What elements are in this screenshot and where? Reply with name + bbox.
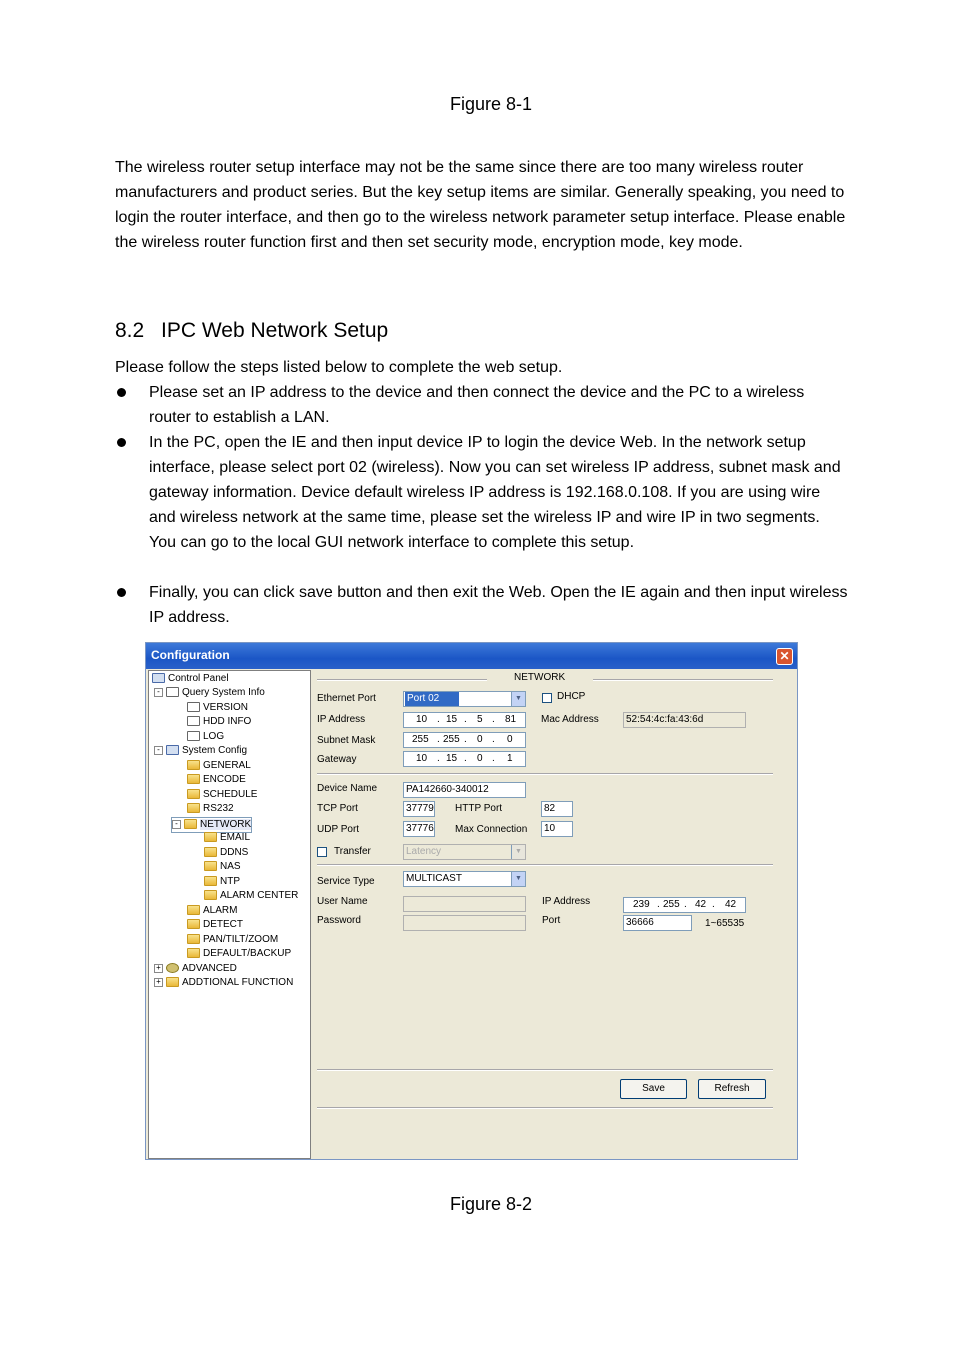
computer-icon [152, 673, 165, 683]
folder-icon [187, 905, 200, 915]
tree-item-default-backup[interactable]: DEFAULT/BACKUP [187, 947, 291, 961]
gateway-label: Gateway [317, 754, 357, 765]
folder-icon [187, 948, 200, 958]
network-heading: NETWORK [514, 672, 566, 683]
tree-item-general[interactable]: GENERAL [187, 759, 251, 773]
folder-icon [166, 977, 179, 987]
tcp-port-label: TCP Port [317, 803, 358, 814]
document-edit-icon [187, 716, 200, 726]
folder-icon [204, 890, 217, 900]
folder-icon [187, 934, 200, 944]
tree-item-pan-tilt-zoom[interactable]: PAN/TILT/ZOOM [187, 933, 278, 947]
refresh-button[interactable]: Refresh [698, 1079, 766, 1099]
tree-item-rs232[interactable]: RS232 [187, 802, 234, 816]
close-button[interactable]: ✕ [776, 648, 793, 665]
subnet-mask-field[interactable]: 255 . 255 . 0 . 0 [403, 732, 526, 748]
transfer-label: Transfer [334, 846, 371, 857]
port-range-text: 1~65535 [705, 918, 745, 929]
document-edit-icon [187, 731, 200, 741]
service-type-select[interactable]: MULTICAST ▼ [403, 871, 526, 887]
subnet-mask-label: Subnet Mask [317, 735, 376, 746]
tree-item-hdd-info[interactable]: HDD INFO [187, 715, 251, 729]
tree-item-detect[interactable]: DETECT [187, 918, 243, 932]
tree-item-ntp[interactable]: NTP [204, 875, 240, 889]
gateway-field[interactable]: 10 . 15 . 0 . 1 [403, 751, 526, 767]
tree-item-ddns[interactable]: DDNS [204, 846, 248, 860]
password-input[interactable] [403, 915, 526, 931]
ip-address-label: IP Address [317, 714, 366, 725]
config-tree [148, 670, 311, 1159]
tcp-port-input[interactable]: 37779 [403, 801, 435, 817]
password-label: Password [317, 915, 361, 926]
tree-item-alarm[interactable]: ALARM [187, 904, 237, 918]
folder-icon [187, 919, 200, 929]
port-label: Port [542, 915, 561, 926]
bullet-text: Please set an IP address to the device and then connect the device and the PC to a wireless router to establish a LAN. [149, 384, 805, 426]
expand-icon[interactable]: + [154, 978, 163, 987]
lead-paragraph: Please follow the steps listed below to complete the web setup. [115, 359, 563, 376]
http-port-label: HTTP Port [455, 803, 503, 814]
figure-caption-bottom: Figure 8-2 [449, 1194, 533, 1214]
tree-item-schedule[interactable]: SCHEDULE [187, 788, 257, 802]
tree-item-version[interactable]: VERSION [187, 701, 248, 715]
max-connection-input[interactable]: 10 [541, 821, 573, 837]
collapse-icon[interactable]: - [154, 746, 163, 755]
collapse-icon[interactable]: - [172, 820, 181, 829]
mac-address-label: Mac Address [541, 714, 599, 725]
multicast-ip-label: IP Address [542, 896, 591, 907]
section-divider [317, 864, 773, 866]
chevron-down-icon: ▼ [511, 845, 525, 859]
user-name-input[interactable] [403, 896, 526, 912]
folder-icon [204, 847, 217, 857]
folder-icon [204, 832, 217, 842]
settings-icon [166, 745, 179, 755]
udp-port-input[interactable]: 37776 [403, 821, 435, 837]
folder-icon [204, 861, 217, 871]
chevron-down-icon: ▼ [511, 692, 525, 706]
section-heading [115, 319, 388, 343]
tree-item-advanced[interactable]: + ADVANCED [154, 962, 237, 976]
section-title: IPC Web Network Setup [161, 319, 389, 342]
document-edit-icon [187, 702, 200, 712]
ethernet-port-select[interactable]: Port 02 ▼ [403, 691, 526, 707]
transfer-select[interactable]: Latency ▼ [403, 844, 526, 860]
tree-item-system-config[interactable]: - System Config [154, 744, 247, 758]
bullet-text: In the PC, open the IE and then input device IP to login the device Web. In the network setup interface, please select port 02 (wireless). Now you can set wireless IP address, subnet mask and gateway information. Device default wireless IP address is 192.168.0.108. If you are using wire and wireless network at the same time, please set the wireless IP and wire IP in two segments. You can go to the local GUI network interface to complete this setup. [149, 434, 841, 551]
heading-divider [593, 679, 773, 681]
open-folder-icon [184, 819, 197, 829]
dhcp-checkbox[interactable] [542, 693, 552, 703]
tree-item-query-system-info[interactable]: - Query System Info [154, 686, 265, 700]
section-divider [317, 773, 773, 775]
bullet-text: Finally, you can click save button and then exit the Web. Open the IE again and then input wireless IP address. [149, 584, 848, 626]
configuration-window [145, 642, 798, 1160]
chevron-down-icon: ▼ [511, 872, 525, 886]
transfer-checkbox[interactable] [317, 847, 327, 857]
device-name-label: Device Name [317, 783, 378, 794]
tree-item-nas[interactable]: NAS [204, 860, 241, 874]
intro-paragraph: The wireless router setup interface may not be the same since there are too many wireless router manufacturers and product series. But the key setup items are similar. Generally speaking, you need to login the router interface, and then go to the wireless network parameter setup interface. Please enable the wireless router function first and then set security mode, encryption mode, key mode. [115, 159, 846, 251]
service-type-label: Service Type [317, 876, 375, 887]
footer-divider [317, 1107, 773, 1109]
tree-item-network[interactable]: - NETWORK [171, 817, 252, 833]
device-name-input[interactable]: PA142660-340012 [403, 782, 526, 798]
collapse-icon[interactable]: - [154, 688, 163, 697]
max-connection-label: Max Connection [455, 824, 528, 835]
ethernet-port-label: Ethernet Port [317, 693, 376, 704]
folder-icon [187, 803, 200, 813]
folder-icon [204, 876, 217, 886]
tree-item-additional-function[interactable]: + ADDTIONAL FUNCTION [154, 976, 293, 990]
folder-icon [187, 760, 200, 770]
tree-item-log[interactable]: LOG [187, 730, 224, 744]
user-name-label: User Name [317, 896, 368, 907]
udp-port-label: UDP Port [317, 824, 360, 835]
folder-icon [187, 789, 200, 799]
bullet-item [115, 580, 850, 630]
section-number: 8.2 [115, 319, 145, 342]
document-edit-icon [166, 687, 179, 697]
footer-divider [317, 1069, 773, 1071]
tree-item-control-panel[interactable]: Control Panel [152, 672, 229, 686]
save-button[interactable]: Save [620, 1079, 687, 1099]
http-port-input[interactable]: 82 [541, 801, 573, 817]
bullet-item [115, 380, 850, 430]
heading-divider [317, 679, 487, 681]
expand-icon[interactable]: + [154, 964, 163, 973]
ip-address-field[interactable]: 10 . 15 . 5 . 81 [403, 712, 526, 728]
window-titlebar [146, 643, 797, 669]
folder-icon [187, 774, 200, 784]
tree-item-alarm-center[interactable]: ALARM CENTER [204, 889, 298, 903]
tree-item-encode[interactable]: ENCODE [187, 773, 246, 787]
port-input[interactable]: 36666 [623, 915, 692, 931]
bullet-item [115, 430, 850, 555]
gear-icon [166, 963, 179, 973]
mac-address-field: 52:54:4c:fa:43:6d [623, 712, 746, 728]
multicast-ip-field[interactable]: 239 . 255 . 42 . 42 [623, 897, 746, 913]
figure-caption-top: Figure 8-1 [449, 94, 533, 114]
window-title: Configuration [151, 648, 230, 662]
tree-item-email[interactable]: EMAIL [204, 831, 250, 845]
dhcp-label: DHCP [557, 691, 586, 702]
